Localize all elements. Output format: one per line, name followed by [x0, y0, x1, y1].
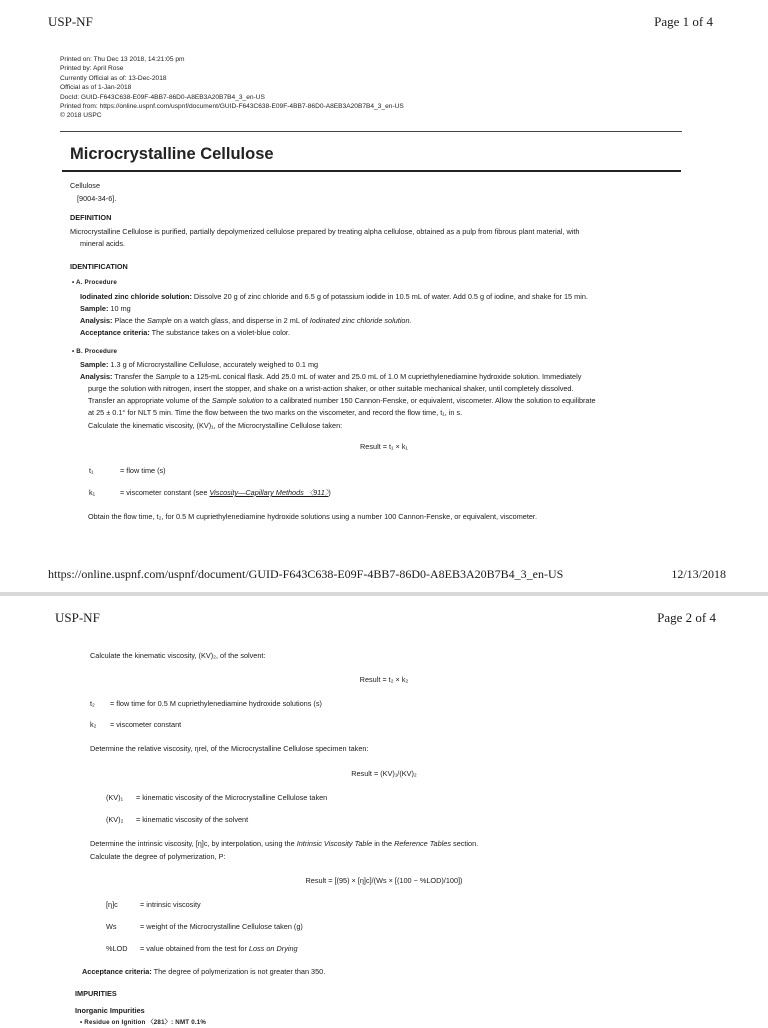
- t2-definition: = flow time for 0.5 M cupriethylenediamine hydroxide solutions (s): [110, 699, 322, 708]
- ws-definition: = weight of the Microcrystalline Cellulose taken (g): [140, 922, 303, 931]
- iodinated-text: Dissolve 20 g of zinc chloride and 6.5 g of potassium iodide in 10.5 mL of water. Add 0.5 g of iodine, and shake for 15 min.: [193, 292, 588, 301]
- kv2-definition: = kinematic viscosity of the solvent: [136, 815, 249, 824]
- analysis-a-text2: on a watch glass, and disperse in 2 mL of: [173, 316, 308, 325]
- page-header-left: USP-NF: [55, 610, 100, 625]
- t1-symbol: t₁: [89, 466, 94, 475]
- kv1-definition: = kinematic viscosity of the Microcrystalline Cellulose taken: [136, 793, 328, 802]
- synonym: Cellulose: [70, 181, 101, 190]
- calc-dp: Calculate the degree of polymerization, P:: [90, 852, 226, 861]
- official-as-of: Official as of 1-Jan-2018: [60, 84, 132, 92]
- analysis-a-italic: Sample: [146, 316, 172, 325]
- divider: [60, 131, 682, 132]
- definition-text-cont: mineral acids.: [80, 239, 126, 248]
- sample-b-line: [80, 359, 318, 370]
- print-metadata: [60, 55, 404, 121]
- kv1-symbol: (KV)₁: [106, 793, 124, 802]
- intrinsic-text: Determine the intrinsic viscosity, [η]c, by interpolation, using the: [90, 839, 295, 848]
- residue-on-ignition: • Residue on Ignition 〈281〉: NMT 0.1%: [80, 1019, 207, 1026]
- calc-kv1: Calculate the kinematic viscosity, (KV)₁, of the Microcrystalline Cellulose taken:: [88, 421, 343, 430]
- intrinsic-text3: section.: [453, 839, 479, 848]
- t2-symbol: t₂: [90, 699, 95, 708]
- analysis-b-text: Transfer the: [114, 372, 154, 381]
- reference-tables-ref: Reference Tables: [394, 839, 452, 848]
- procedure-b-heading: • B. Procedure: [72, 348, 118, 355]
- formula-result-3: Result = (KV)₁/(KV)₂: [351, 769, 417, 778]
- monograph-title: Microcrystalline Cellulose: [70, 145, 274, 163]
- definition-heading: DEFINITION: [70, 213, 112, 222]
- eta-definition: = intrinsic viscosity: [140, 900, 201, 909]
- sample-b-label: Sample:: [80, 360, 109, 369]
- analysis-b-l3-text: Transfer an appropriate volume of the: [88, 396, 210, 405]
- acceptance-a-text: The substance takes on a violet-blue color.: [151, 328, 290, 337]
- lod-symbol: %LOD: [106, 944, 128, 953]
- lod-italic: Loss on Drying: [248, 944, 298, 953]
- iodinated-solution-line: [80, 291, 588, 302]
- acceptance-a-label: Acceptance criteria:: [80, 328, 150, 337]
- calc-kv2: Calculate the kinematic viscosity, (KV)₂, of the solvent:: [90, 651, 266, 660]
- procedure-a-heading: • A. Procedure: [72, 279, 117, 286]
- k1-def-text: = viscometer constant (see: [120, 488, 208, 497]
- acceptance-dp-line: [82, 966, 325, 977]
- formula-result-1: Result = t₁ × k₁: [360, 442, 408, 451]
- k2-definition: = viscometer constant: [110, 720, 182, 729]
- title-underline: [62, 170, 681, 172]
- acceptance-dp-label: Acceptance criteria:: [82, 967, 152, 976]
- inorganic-impurities-heading: Inorganic Impurities: [75, 1006, 145, 1015]
- analysis-a-italic2: Iodinated zinc chloride solution.: [309, 316, 412, 325]
- relative-viscosity: Determine the relative viscosity, ηrel, of the Microcrystalline Cellulose specimen taken:: [90, 744, 369, 753]
- footer-url[interactable]: https://online.uspnf.com/uspnf/document/GUID-F643C638-E09F-4BB7-86D0-A8EB3A20B7B4_3_en-US: [48, 567, 564, 581]
- analysis-b-line2: purge the solution with nitrogen, insert the stopper, and shake on a wrist-action shaker, or other suitable mechanical shaker, until completely dissolved.: [88, 384, 574, 393]
- document-page-2: [0, 596, 768, 1024]
- cas-number: [9004-34-6].: [77, 194, 117, 203]
- analysis-b-l3-text2: to a calibrated number 150 Cannon-Fenske, or equivalent, viscometer. Allow the solution to equilibrate: [265, 396, 596, 405]
- obtain-flow-time: Obtain the flow time, t₂, for 0.5 M cupriethylenediamine hydroxide solutions using a number 100 Cannon-Fenske, or equivalent, viscometer.: [88, 512, 537, 521]
- printed-by: Printed by: April Rose: [60, 65, 124, 73]
- lod-definition: [140, 943, 298, 954]
- t1-definition: = flow time (s): [120, 466, 166, 475]
- analysis-b-line4: at 25 ± 0.1° for NLT 5 min. Time the flow between the two marks on the viscometer, and record the flow time, t₁, in s.: [88, 408, 463, 417]
- sample-b-text: 1.3 g of Microcrystalline Cellulose, accurately weighed to 0.1 mg: [110, 360, 319, 369]
- analysis-b-text2: to a 125-mL conical flask. Add 25.0 mL of water and 25.0 mL of 1.0 M cupriethylenediamine hydroxide solution. Immediately: [182, 372, 582, 381]
- currently-official: Currently Official as of: 13-Dec-2018: [60, 74, 167, 82]
- analysis-a-label: Analysis:: [80, 316, 113, 325]
- intrinsic-viscosity-line: [90, 838, 478, 849]
- analysis-b-line1: [80, 371, 581, 382]
- page-number: Page 1 of 4: [654, 14, 713, 29]
- intrinsic-text2: in the: [374, 839, 393, 848]
- k2-symbol: k₂: [90, 720, 97, 729]
- ws-symbol: Ws: [106, 922, 117, 931]
- printed-on: Printed on: Thu Dec 13 2018, 14:21:05 pm: [60, 56, 185, 63]
- printed-from: Printed from: https://online.uspnf.com/uspnf/document/GUID-F643C638-E09F-4BB7-86D0-A8EB3A20B7B4_3_en-US: [60, 103, 404, 111]
- analysis-b-label: Analysis:: [80, 372, 113, 381]
- analysis-b-italic: Sample: [155, 372, 181, 381]
- page-header-left: USP-NF: [48, 14, 93, 29]
- formula-result-2: Result = t₂ × k₂: [359, 675, 409, 684]
- intrinsic-table-ref: Intrinsic Viscosity Table: [296, 839, 373, 848]
- identification-heading: IDENTIFICATION: [70, 262, 128, 271]
- eta-symbol: [η]c: [106, 900, 118, 909]
- sample-a-line: [80, 303, 131, 314]
- analysis-b-l3-italic: Sample solution: [211, 396, 264, 405]
- analysis-b-line3: [88, 395, 596, 406]
- k1-definition: [120, 487, 331, 498]
- lod-text: = value obtained from the test for: [140, 944, 247, 953]
- k1-symbol: k₁: [89, 488, 96, 497]
- iodinated-label: Iodinated zinc chloride solution:: [80, 292, 192, 301]
- impurities-heading: IMPURITIES: [75, 989, 117, 998]
- viscosity-chapter-link[interactable]: Viscosity—Capillary Methods 〈911〉: [209, 488, 329, 497]
- acceptance-dp-text: The degree of polymerization is not greater than 350.: [153, 967, 326, 976]
- definition-text: Microcrystalline Cellulose is purified, partially depolymerized cellulose prepared by treating alpha cellulose, obtained as a pulp from fibrous plant material, with: [70, 227, 580, 236]
- analysis-a-line: [80, 315, 412, 326]
- analysis-a-text: Place the: [114, 316, 145, 325]
- sample-a-text: 10 mg: [110, 304, 131, 313]
- footer-date: 12/13/2018: [671, 567, 726, 581]
- formula-result-4: Result = [(95) × [η]c]/(Ws × [(100 − %LOD)/100]): [305, 876, 463, 885]
- page-number: Page 2 of 4: [657, 610, 716, 625]
- sample-a-label: Sample:: [80, 304, 109, 313]
- acceptance-a-line: [80, 327, 290, 338]
- k1-def-end: ): [328, 488, 331, 497]
- doc-id: DocId: GUID-F643C638-E09F-4BB7-86D0-A8EB3A20B7B4_3_en-US: [60, 93, 265, 101]
- copyright: © 2018 USPC: [60, 112, 102, 120]
- kv2-symbol: (KV)₂: [106, 815, 124, 824]
